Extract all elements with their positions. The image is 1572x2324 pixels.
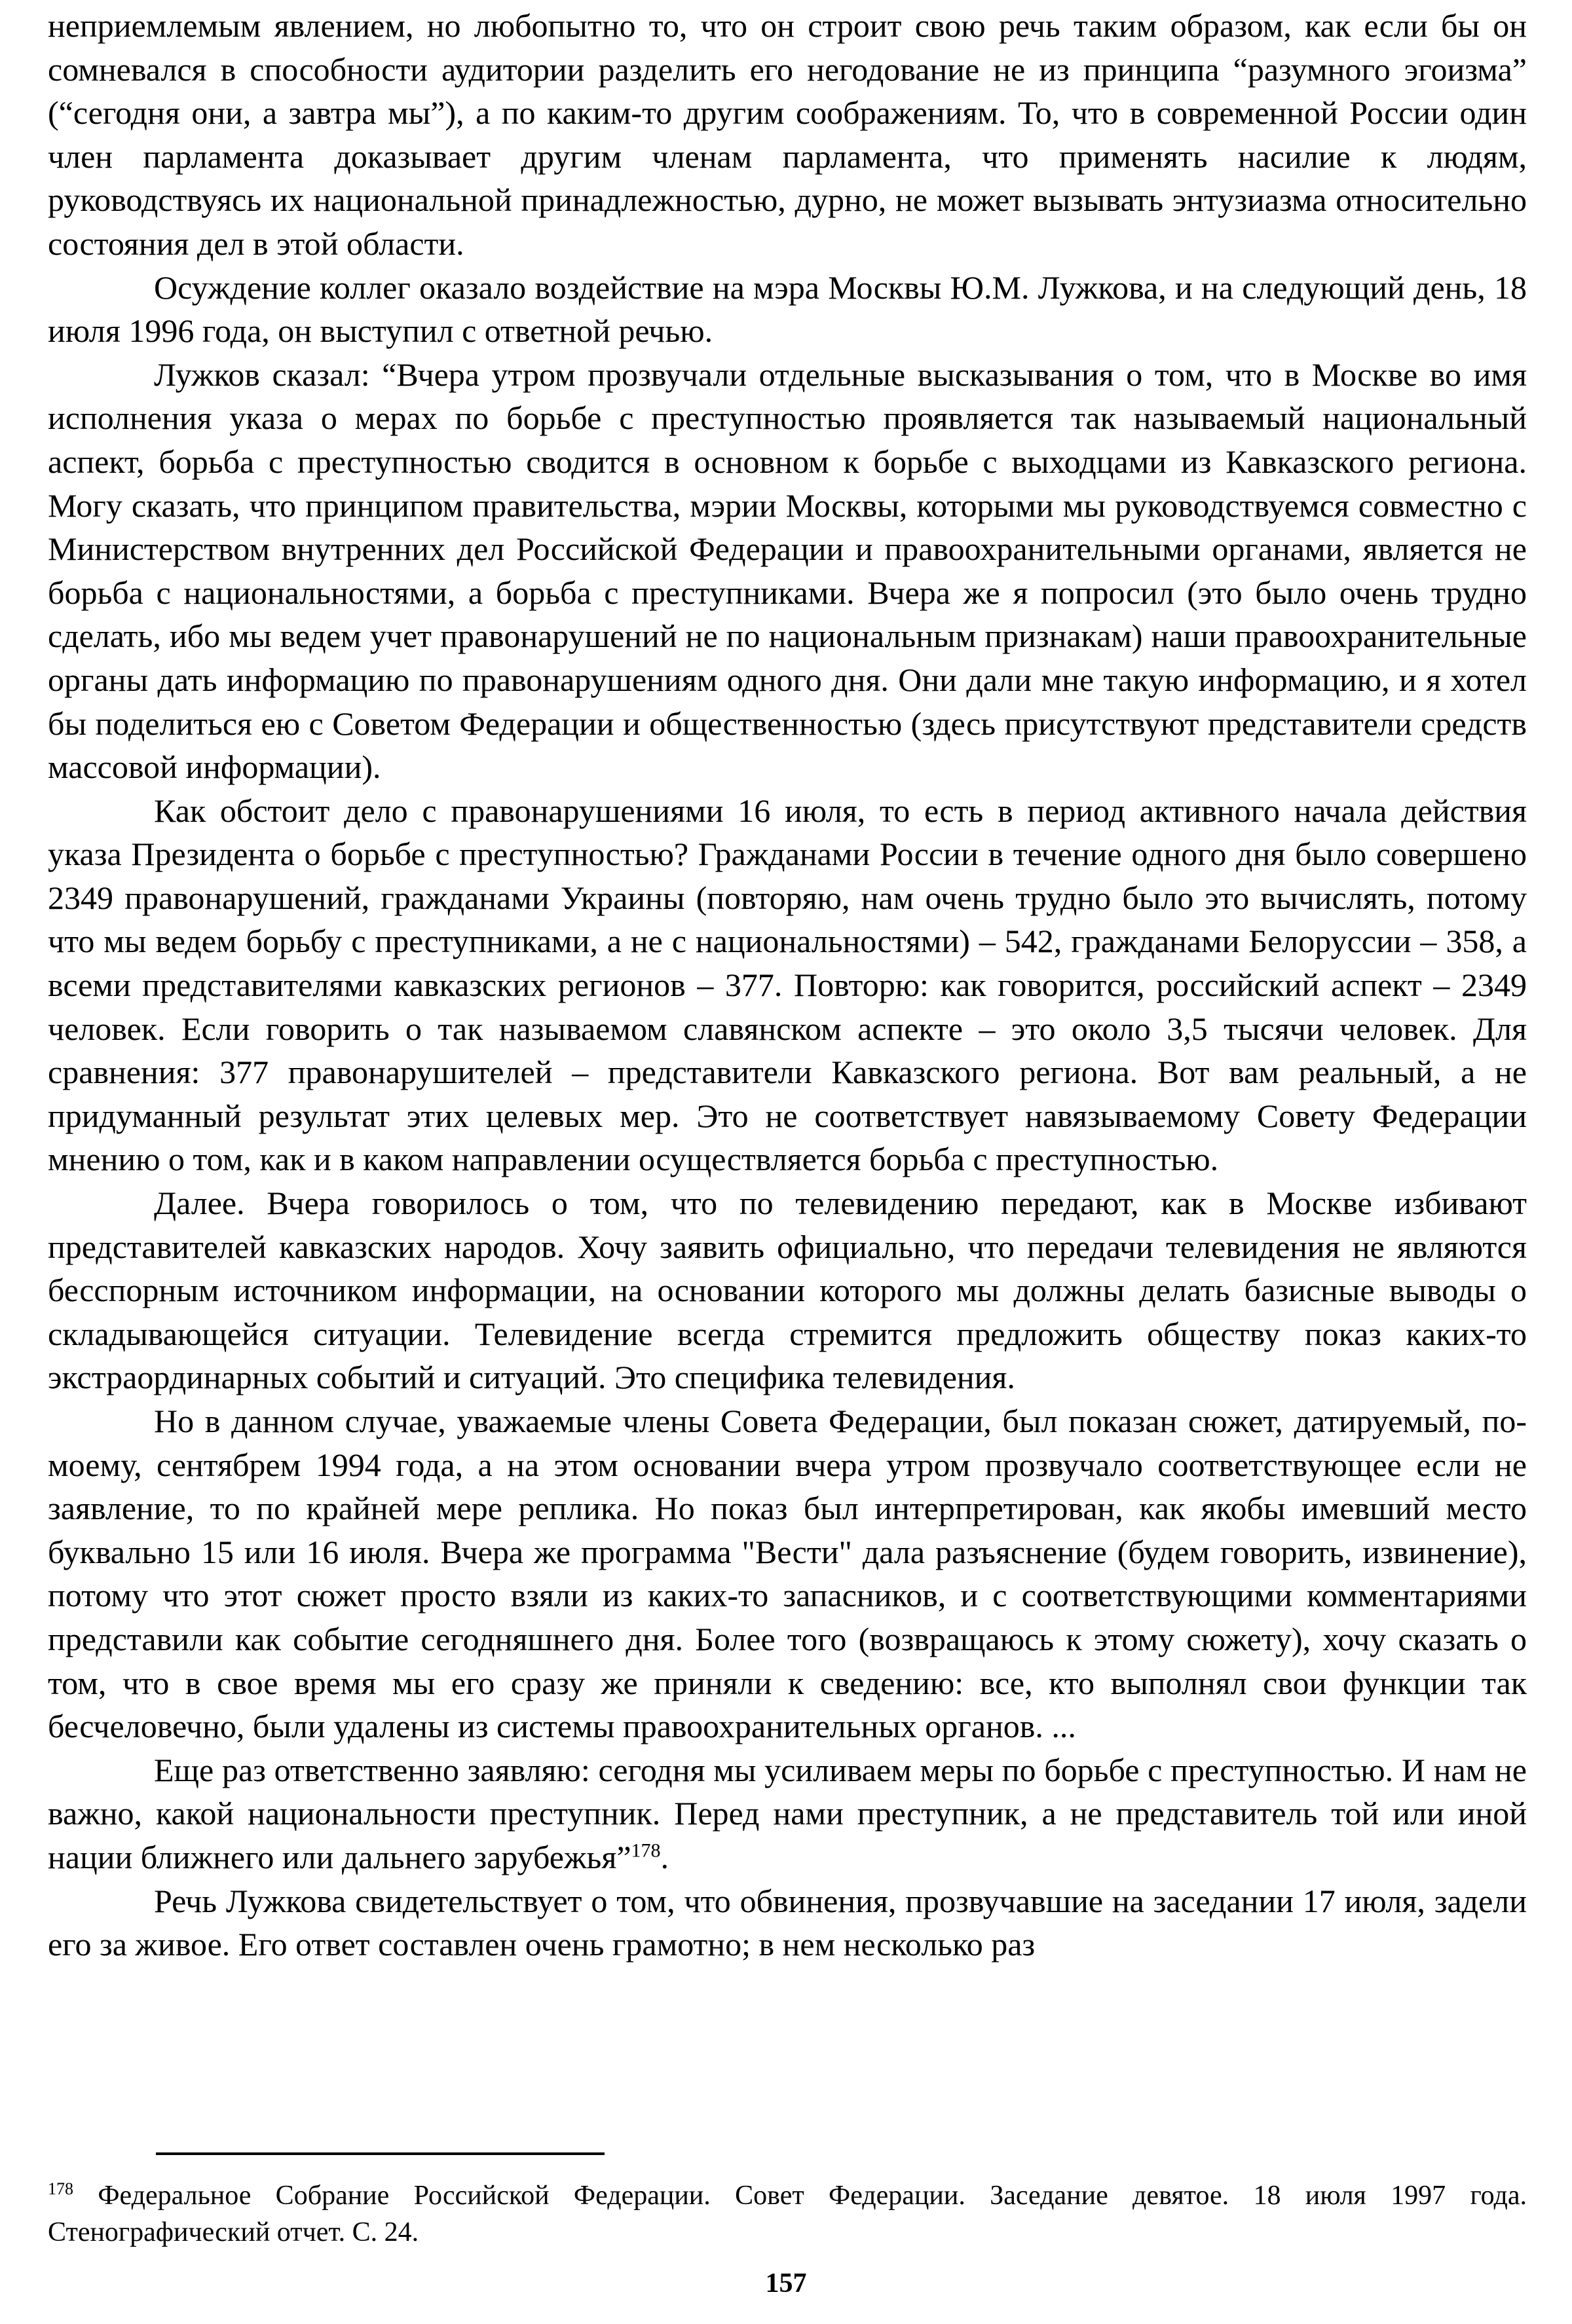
main-text <box>48 4 1527 1966</box>
paragraph-end-punctuation: . <box>660 1838 669 1875</box>
paragraph-with-footnote-ref <box>48 1748 1527 1879</box>
page-number: 157 <box>765 2268 807 2298</box>
paragraph: Осуждение коллег оказало воздействие на мэра Москвы Ю.М. Лужкова, и на следующий день, 18 июля 1996 года, он выступил с ответной речью. <box>48 268 1527 350</box>
paragraph: Но в данном случае, уважаемые члены Совета Федерации, был показан сюжет, датируемый, по-моему, сентябрем 1994 года, а на этом основании вчера утром прозвучало соответствующее если не заявление, то по крайней мере реплика. Но показ был интерпретирован, как якобы имевший место буквально 15 или 16 июля. Вчера же программа "Вести" дала разъяснение (будем говорить, извинение), потому что этот сюжет просто взяли из каких-то запасников, и с соответствующими комментариями представили как событие сегодняшнего дня. Более того (возвращаюсь к этому сюжету), хочу сказать о том, что в свое время мы его сразу же приняли к сведению: все, кто выполнял свои функции так бесчеловечно, были удалены из системы правоохранительных органов. ... <box>48 1403 1527 1745</box>
paragraph: Как обстоит дело с правонарушениями 16 июля, то есть в период активного начала действия указа Президента о борьбе с преступностью? Гражданами России в течение одного дня было совершено 2349 правонарушений, гражданами Украины (повторяю, нам очень трудно было это вычислять, потому что мы ведем борьбу с преступниками, а не с национальностями) – 542, гражданами Белоруссии – 358, а всеми представителями кавказских регионов – 377. Повторю: как говорится, российский аспект – 2349 человек. Если говорить о так называемом славянском аспекте – это около 3,5 тысячи человек. Для сравнения: 377 правонарушителей – представители Кавказского региона. Вот вам реальный, а не придуманный результат этих целевых мер. Это не соответствует навязываемому Совету Федерации мнению о том, как и в каком направлении осуществляется борьба с преступностью. <box>48 792 1527 1178</box>
footnote-number: 178 <box>48 2179 73 2198</box>
footnote-divider <box>156 2152 605 2155</box>
paragraph: Далее. Вчера говорилось о том, что по телевидению передают, как в Москве избивают представителей кавказских народов. Хочу заявить официально, что передачи телевидения не являются бесспорным источником информации, на основании которого мы должны делать базисные выводы о складывающейся ситуации. Телевидение всегда стремится предложить обществу показ каких-то экстраординарных событий и ситуаций. Это специфика телевидения. <box>48 1185 1527 1396</box>
paragraph: неприемлемым явлением, но любопытно то, что он строит свою речь таким образом, как если бы он сомневался в способности аудитории разделить его негодование не из принципа “разумного эгоизма” (“сегодня они, а завтра мы”), а по каким-то другим соображениям. То, что в современной России один член парламента доказывает другим членам парламента, что применять насилие к людям, руководствуясь их национальной принадлежностью, дурно, не может вызывать энтузиазма относительно состояния дел в этой области. <box>48 7 1527 262</box>
footnote-reference: 178 <box>631 1839 661 1862</box>
footnote <box>48 2177 1527 2251</box>
paragraph: Речь Лужкова свидетельствует о том, что обвинения, прозвучавшие на заседании 17 июля, задели его за живое. Его ответ составлен очень грамотно; в нем несколько раз <box>48 1882 1527 1963</box>
paragraph-text: Еще раз ответственно заявляю: сегодня мы усиливаем меры по борьбе с преступностью. И нам не важно, какой национальности преступник. Перед нами преступник, а не представитель той или иной нации ближнего или дальнего зарубежья” <box>48 1751 1527 1875</box>
paragraph: Лужков сказал: “Вчера утром прозвучали отдельные высказывания о том, что в Москве во имя исполнения указа о мерах по борьбе с преступностью проявляется так называемый национальный аспект, борьба с преступностью сводится в основном к борьбе с выходцами из Кавказского региона. Могу сказать, что принципом правительства, мэрии Москвы, которыми мы руководствуемся совместно с Министерством внутренних дел Российской Федерации и правоохранительными органами, является не борьба с национальностями, а борьба с преступниками. Вчера же я попросил (это было очень трудно сделать, ибо мы ведем учет правонарушений не по национальным признакам) наши правоохранительные органы дать информацию по правонарушениям одного дня. Они дали мне такую информацию, и я хотел бы поделиться ею с Советом Федерации и общественностью (здесь присутствуют представители средств массовой информации). <box>48 356 1527 786</box>
footnote-text: Федеральное Собрание Российской Федерации. Совет Федерации. Заседание девятое. 18 июля 1997 года. Стенографический отчет. С. 24. <box>48 2181 1527 2247</box>
